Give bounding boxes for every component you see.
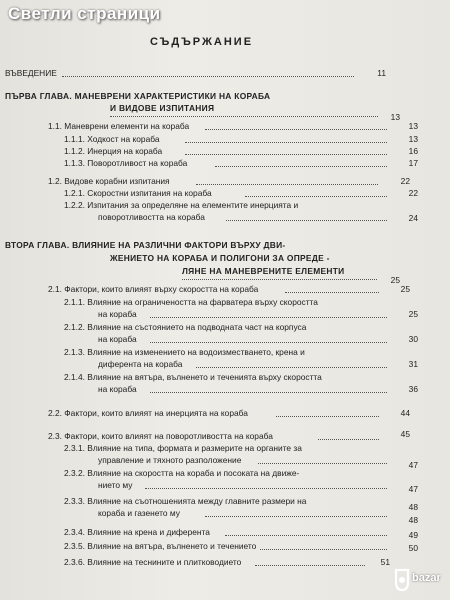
page-number: 31 [408, 359, 418, 369]
dot-leader [150, 392, 387, 393]
toc-entry-1-2-1: 1.2.1. Скоростни изпитания на кораба [64, 188, 212, 198]
toc-chapter-1-line-1: ПЪРВА ГЛАВА. МАНЕВРЕНИ ХАРАКТЕРИСТИКИ НА КОРАБА [5, 91, 271, 101]
page-number: 45 [400, 429, 410, 439]
page-number: 44 [400, 408, 410, 418]
page-number: 47 [408, 484, 418, 494]
page-number: 24 [408, 213, 418, 223]
dot-leader [205, 129, 387, 130]
dot-leader [185, 154, 387, 155]
dot-leader [205, 516, 387, 517]
page-number: 11 [377, 68, 386, 78]
dot-leader [318, 439, 379, 440]
page-number: 48 [408, 502, 418, 512]
dot-leader [185, 142, 387, 143]
page-title: СЪДЪРЖАНИЕ [150, 36, 254, 48]
toc-entry-1-2-2: 1.2.2. Изпитания за определяне на елементите инерцията и [64, 200, 299, 210]
dot-leader [260, 549, 387, 550]
toc-entry-2-1-2-cont: на кораба [98, 334, 137, 344]
page-number: 13 [408, 121, 418, 131]
dot-leader [182, 279, 377, 280]
page-number: 22 [408, 188, 418, 198]
dot-leader [196, 367, 387, 368]
toc-entry-2-1-4: 2.1.4. Влияние на вятъра, вълненето и теченията върху скоростта [64, 372, 322, 382]
toc-entry-2-1-3-cont: диферента на кораба [98, 359, 183, 369]
dot-leader [62, 76, 354, 77]
dot-leader [255, 565, 365, 566]
bazar-logo [392, 564, 444, 594]
dot-leader [285, 292, 379, 293]
dot-leader [245, 196, 387, 197]
toc-entry-2-1-1: 2.1.1. Влияние на ограничеността на фарватера върху скоростта [64, 297, 318, 307]
toc-entry-1-1-3: 1.1.3. Поворотливост на кораба [64, 158, 188, 168]
toc-entry-intro: ВЪВЕДЕНИЕ [5, 68, 57, 78]
dot-leader [276, 416, 379, 417]
page-number: 25 [400, 284, 410, 294]
toc-entry-2-3-2: 2.3.2. Влияние на скоростта на кораба и посоката на движе- [64, 468, 300, 478]
page-number: 49 [408, 530, 418, 540]
watermark: Светли страници [8, 4, 161, 23]
dot-leader [150, 317, 387, 318]
toc-entry-2-3-1: 2.3.1. Влияние на типа, формата и размерите на органите за [64, 443, 302, 453]
dot-leader [215, 166, 387, 167]
page-number: 30 [408, 334, 418, 344]
toc-entry-2-3-1-cont: управление и тяхното разположение [98, 455, 242, 465]
toc-entry-2-2: 2.2. Фактори, които влияят на инерцията на кораба [48, 408, 248, 418]
page-number: 47 [408, 460, 418, 470]
toc-entry-2-3-5: 2.3.5. Влияние на вятъра, вълненето и течението [64, 541, 257, 551]
toc-entry-2-1-3: 2.1.3. Влияние на изменението на водоизместването, крена и [64, 347, 305, 357]
toc-entry-2-3-3-cont: кораба и газенето му [98, 508, 180, 518]
page-number: 22 [400, 176, 410, 186]
toc-entry-2-3-6: 2.3.6. Влияние на теснините и плитководието [64, 557, 242, 567]
toc-entry-1-1: 1.1. Маневрени елементи на кораба [48, 121, 190, 131]
dot-leader [110, 116, 378, 117]
page-number: 16 [408, 146, 418, 156]
toc-entry-1-2-2-cont: поворотливостта на кораба [98, 212, 205, 222]
toc-chapter-1-line-2: И ВИДОВЕ ИЗПИТАНИЯ [110, 103, 215, 113]
toc-entry-2-1: 2.1. Фактори, които влияят върху скоростта на кораба [48, 284, 259, 294]
dot-leader [145, 488, 387, 489]
toc-chapter-2-line-3: ЛЯНЕ НА МАНЕВРЕНИТЕ ЕЛЕМЕНТИ [182, 266, 345, 276]
dot-leader [150, 342, 387, 343]
toc-entry-2-3-4: 2.3.4. Влияние на крена и диферента [64, 527, 210, 537]
toc-entry-2-3-3: 2.3.3. Влияние на съотношенията между главните размери на [64, 496, 307, 506]
bazar-logo-text: bazar [412, 572, 441, 584]
page-number: 13 [390, 112, 400, 122]
page-number: 50 [408, 543, 418, 553]
dot-leader [226, 220, 387, 221]
bazar-logo-icon [392, 568, 412, 592]
dot-leader [225, 535, 387, 536]
toc-entry-2-3: 2.3. Фактори, които влияят на поворотливостта на кораба [48, 431, 273, 441]
page-number: 17 [408, 158, 418, 168]
toc-entry-1-1-1: 1.1.1. Ходкост на кораба [64, 134, 160, 144]
page-number: 51 [380, 557, 390, 567]
dot-leader [258, 463, 387, 464]
toc-entry-1-1-2: 1.1.2. Инерция на кораба [64, 146, 163, 156]
toc-chapter-2-line-2: ЖЕНИЕТО НА КОРАБА И ПОЛИГОНИ ЗА ОПРЕДЕ - [110, 253, 330, 263]
page-number: 25 [408, 309, 418, 319]
dot-leader [196, 184, 378, 185]
page-number: 13 [408, 134, 418, 144]
page-number: 25 [390, 275, 400, 285]
toc-chapter-2-line-1: ВТОРА ГЛАВА. ВЛИЯНИЕ НА РАЗЛИЧНИ ФАКТОРИ ВЪРХУ ДВИ- [5, 240, 286, 250]
toc-entry-2-1-2: 2.1.2. Влияние на състоянието на подводната част на корпуса [64, 322, 307, 332]
page-number: 48 [408, 515, 418, 525]
toc-entry-2-3-2-cont: нието му [98, 480, 133, 490]
toc-entry-1-2: 1.2. Видове корабни изпитания [48, 176, 170, 186]
toc-entry-2-1-4-cont: на кораба [98, 384, 137, 394]
toc-entry-2-1-1-cont: на кораба [98, 309, 137, 319]
page-number: 36 [408, 384, 418, 394]
